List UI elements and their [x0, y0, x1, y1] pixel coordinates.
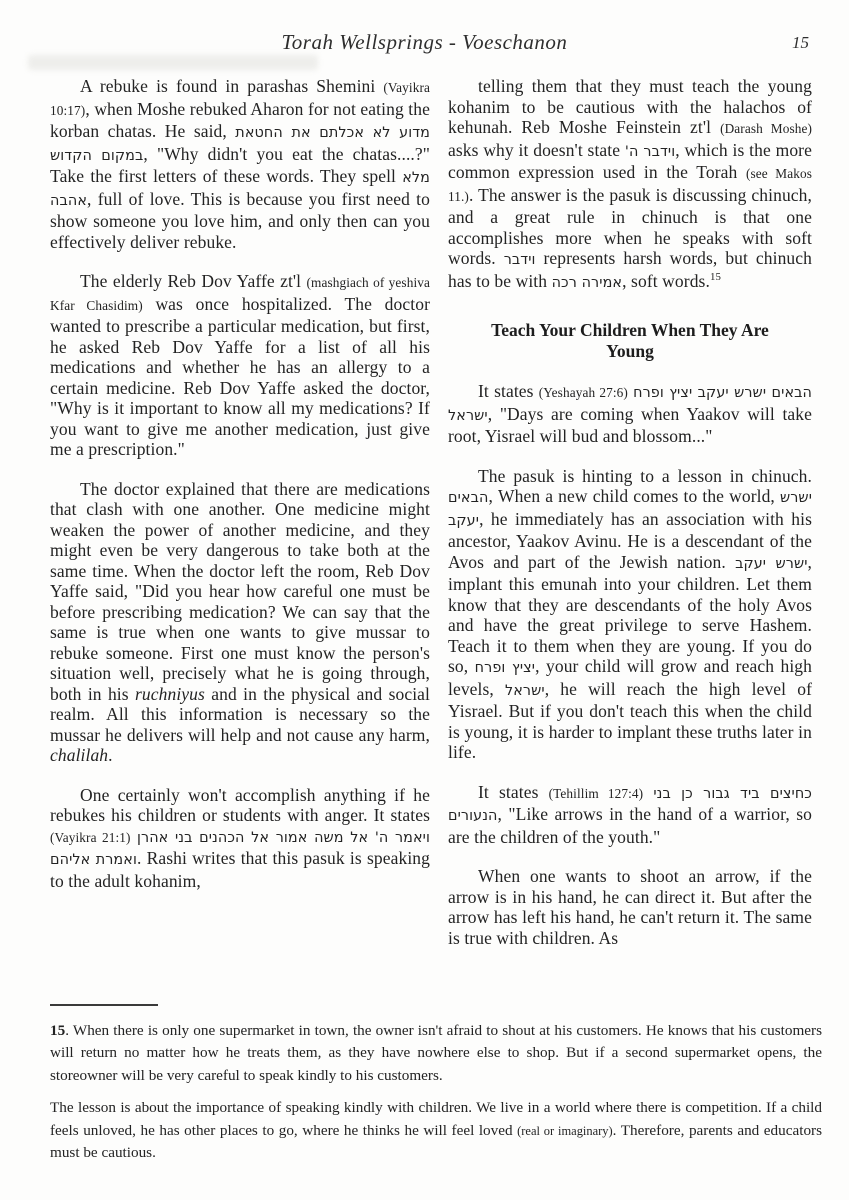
text-run: chalilah [50, 745, 109, 765]
footnote-15-continued [50, 1097, 822, 1164]
page-header [0, 0, 849, 70]
source-citation: (real or imaginary) [517, 1123, 613, 1138]
text-run: , implant this emunah into your children. Let them know that they are descendants of the holy Avos and have the great privilege to serve Hashem. Teach it to them when they are young. If you do so, [448, 551, 813, 676]
text-run: , he will reach the high level of Yisrael. But if you don't teach this when the child is young, it is harder to implant these truths later in life. [448, 678, 812, 762]
text-run: , full of love. This is because you first need to show someone you love him, and only then can you effectively deliver rebuke. [50, 188, 430, 252]
page-title: Torah Wellsprings - Voeschanon [281, 30, 568, 54]
section-heading-teach-your-children [476, 320, 784, 362]
hebrew-text: אמירה רכה [551, 274, 623, 291]
text-run: telling them that they must teach the young kohanim to be cautious with the halachos of kehunah. Reb Moshe Feinstein zt'l [448, 76, 812, 137]
left-column [50, 76, 430, 967]
text-run: , soft words. [622, 270, 710, 291]
right-column [448, 76, 812, 967]
source-citation: (Vayikra 21:1) [50, 829, 131, 845]
text-run: , "Why didn't you eat the chatas....?" Take the first letters of these words. They spell [50, 143, 430, 186]
text-run: The pasuk is hinting to a lesson in chinuch. [478, 465, 812, 486]
source-citation: (Yeshayah 27:6) [538, 385, 628, 400]
text-run: ruchniyus [135, 683, 205, 704]
text-run: The elderly Reb Dov Yaffe zt'l [80, 271, 307, 291]
text-run [643, 782, 653, 802]
paragraph-doctor-explanation [50, 479, 430, 766]
text-run: . The answer is the pasuk is discussing chinuch, and a great rule in chinuch is that one accomplishes more when he speaks with soft words. [448, 184, 812, 268]
text-run: . Rashi writes that this pasuk is speaking to the adult kohanim, [50, 848, 430, 891]
text-run: , "Days are coming when Yaakov will take root, Yisrael will bud and blossom..." [448, 403, 812, 446]
text-run: . When there is only one supermarket in town, the owner isn't afraid to shout at his customers. He knows that his customers will return no matter how he treats them, as they have nowhere else to shop. But if a second supermarket opens, the storeowner will be very careful to speak kindly to his customers. [50, 1022, 822, 1084]
text-run: The doctor explained that there are medications that clash with one another. One medicine might weaken the power of another medicine, and they might even be very dangerous to take both at the same time. When the doctor left the room, Reb Dov Yaffe said, "Did you hear how careful one must be before prescribing medication? We can say that the same is true when one wants to give mussar to rebuke someone. First one must know the person's situation well, precisely what he is going through, both in his [50, 478, 430, 704]
text-run: Teach Your Children When They Are Young [491, 320, 769, 361]
source-citation: (Tehillim 127:4) [548, 785, 644, 801]
hebrew-text: מדוע לא אכלתם את החטאת במקום הקדוש [50, 125, 430, 164]
hebrew-text: מלא אהבה [50, 170, 430, 209]
text-run: , he immediately has an association with his ancestor, Yaakov Avinu. He is a descendant of the Avos and part of the Jewish nation. [448, 508, 812, 572]
text-run: and in the physical and social realm. All this information is necessary so the mussar he delivers will help and not cause any harm, [50, 683, 430, 745]
text-run: When one wants to shoot an arrow, if the arrow is in his hand, he can direct it. But after the arrow has left his hand, he can't return it. The same is true with children. As [448, 866, 812, 948]
hebrew-text: וידבר [503, 252, 536, 268]
text-run: . [108, 745, 113, 765]
page-number: 15 [792, 33, 809, 52]
hebrew-text: יציץ ופרח [474, 660, 536, 676]
source-citation: (Darash Moshe) [720, 121, 812, 136]
paragraph-yeshayah-quote [448, 381, 812, 447]
text-run: The lesson is about the importance of speaking kindly with children. We live in a world where there is competition. If a child feels unloved, he has other places to go, where he thinks he will feel loved [50, 1099, 822, 1139]
hebrew-text: ישרש יעקב [735, 555, 808, 572]
source-citation: (see Makos 11.) [448, 166, 812, 204]
paragraph-teach-young-kohanim [448, 76, 812, 293]
source-citation: (Vayikra 10:17) [50, 80, 430, 118]
paragraph-arrow-analogy [448, 866, 812, 948]
paragraph-rebuke-with-anger [50, 785, 430, 892]
text-run: One certainly won't accomplish anything if he rebukes his children or students with anger. It states [50, 784, 430, 825]
paragraph-rebuke-shemini [50, 76, 430, 252]
footnote-divider [50, 1004, 158, 1006]
source-citation: (mashgiach of yeshiva Kfar Chasidim) [50, 275, 430, 313]
two-column-body [50, 76, 812, 967]
hebrew-text: ישראל [504, 682, 545, 699]
text-run: . Therefore, parents and educators must be cautious. [50, 1121, 823, 1162]
text-run: , When a new child comes to the world, [488, 486, 780, 506]
paragraph-tehillim-quote [448, 782, 812, 848]
paragraph-reb-dov-yaffe-hospital [50, 271, 430, 460]
text-run: It states [478, 381, 539, 401]
hebrew-text: וידבר ה' [624, 143, 676, 160]
hebrew-text: הבאים [448, 490, 489, 506]
text-run: , which is the more common expression used in the Torah [448, 139, 812, 182]
footnote-section [50, 1020, 822, 1174]
footnote-15 [50, 1020, 822, 1087]
footnote-reference: 15 [709, 270, 721, 283]
paragraph-pasuk-lesson-chinuch [448, 466, 812, 763]
text-run: A rebuke is found in parashas Shemini [80, 76, 384, 96]
text-run: , when Moshe rebuked Aharon for not eating the korban chatas. He said, [50, 98, 430, 141]
text-run: , your child will grow and reach high levels, [448, 656, 812, 699]
text-run: , "Like arrows in the hand of a warrior, so are the children of the youth." [448, 804, 812, 847]
text-run: 15 [50, 1022, 66, 1039]
hebrew-text: ויאמר ה' אל משה אמור אל הכהנים בני אהרן ואמרת אליהם [50, 829, 430, 868]
hebrew-text: ישרש יעקב [448, 490, 812, 529]
text-run: It states [478, 781, 549, 802]
text-run: represents harsh words, but chinuch has to be with [448, 248, 813, 291]
text-run: was once hospitalized. The doctor wanted to prescribe a particular medication, but first, he asked Reb Dov Yaffe for a list of all his medications and whether he has an allergy to a certain medicine. Reb Dov Yaffe asked the doctor, "Why is it important to know all my medications? If you want to give me another medication, just give me a prescription." [50, 293, 430, 459]
text-run: asks why it doesn't state [448, 139, 625, 160]
hebrew-text: הבאים ישרש יעקב יציץ ופרח ישראל [448, 385, 812, 424]
hebrew-text: כחיצים ביד גבור כן בני הנעורים [448, 785, 812, 824]
